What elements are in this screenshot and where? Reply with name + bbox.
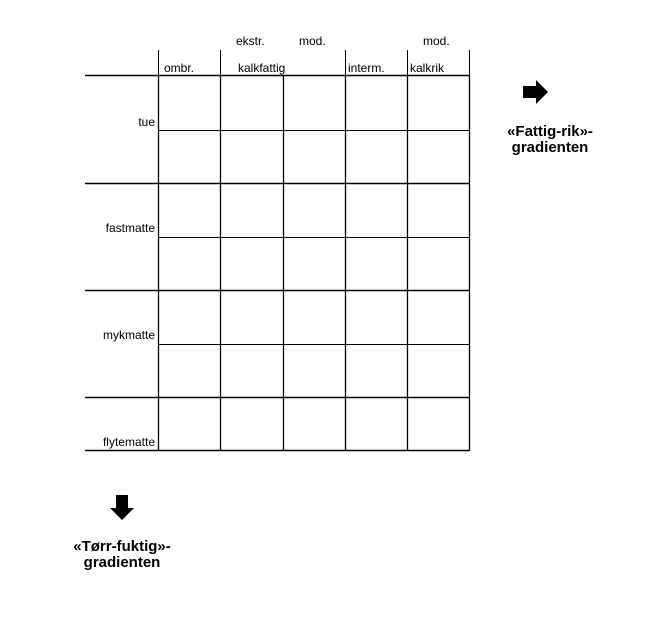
gradient-label-poor-rich — [500, 124, 600, 156]
gradient-label-line: «Fattig-rik»- — [507, 123, 593, 140]
column-label: ombr. — [164, 61, 195, 75]
column-label: interm. — [348, 61, 385, 75]
arrow-right-icon — [523, 80, 549, 104]
gradient-label-line: «Tørr-fuktig»- — [73, 538, 171, 555]
column-top-label: mod. — [423, 34, 450, 48]
column-label: kalkrik — [410, 61, 445, 75]
gradient-label-line: gradienten — [511, 139, 589, 156]
row-label-flytematte: flytematte — [102, 435, 155, 449]
arrow-down-icon — [110, 495, 134, 521]
column-label: kalkfattig — [238, 61, 286, 75]
column-top-label: ekstr. — [236, 34, 265, 48]
column-top-label: mod. — [299, 34, 326, 48]
row-label-fastmatte: fastmatte — [105, 221, 155, 235]
row-label-tue: tue — [138, 115, 155, 129]
gradient-label-dry-wet — [72, 539, 172, 571]
gradient-label-line: gradienten — [83, 554, 161, 571]
row-label-mykmatte: mykmatte — [102, 328, 155, 342]
